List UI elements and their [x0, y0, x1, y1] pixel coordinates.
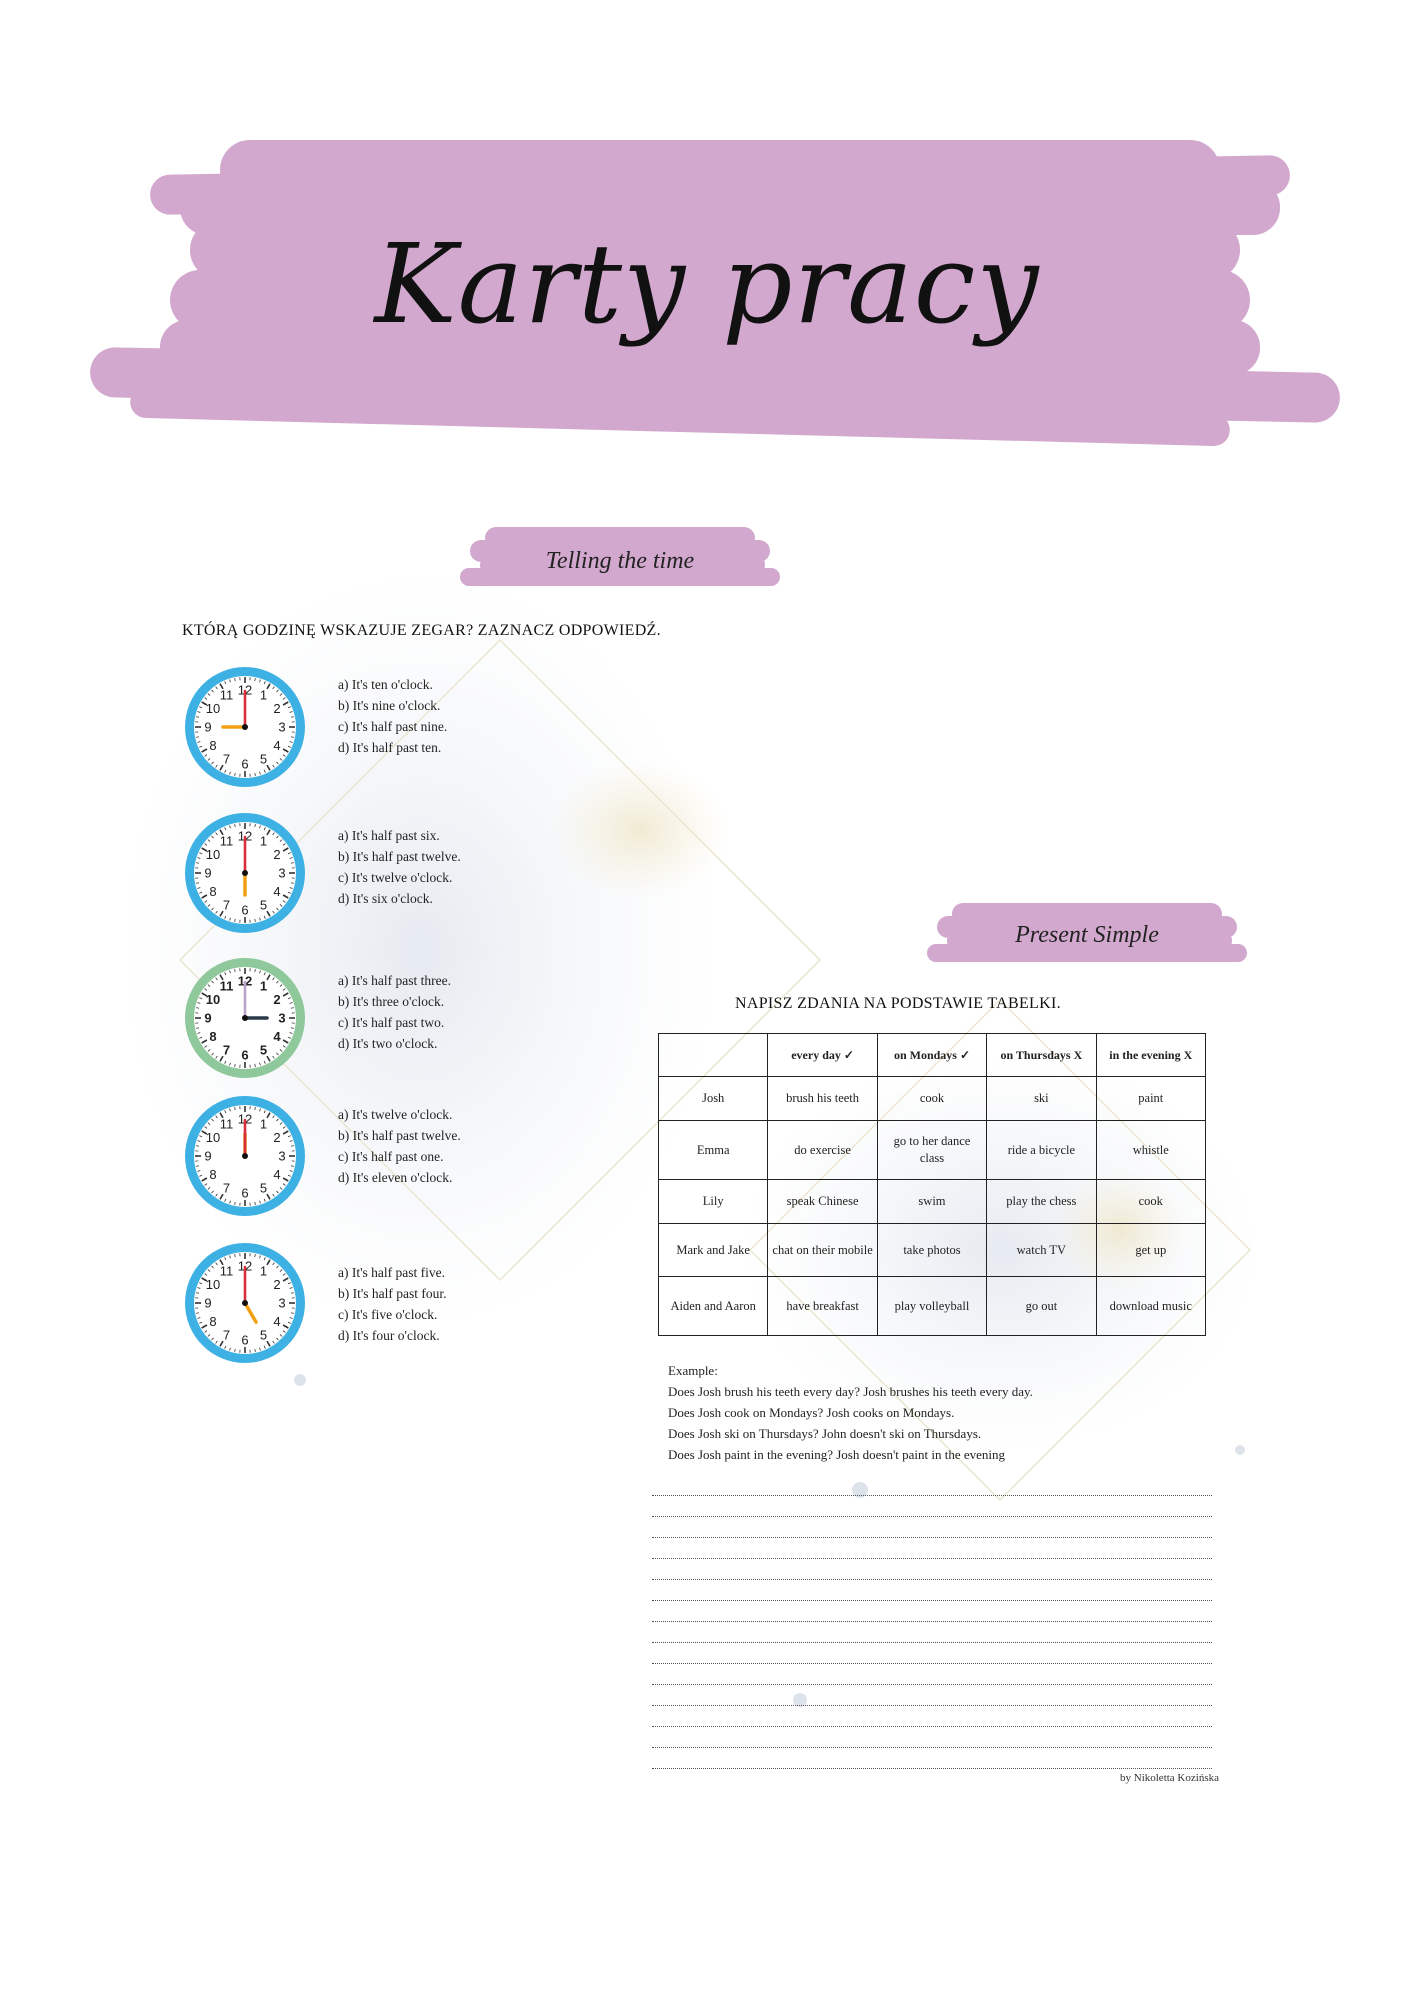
table-cell: watch TV	[987, 1224, 1096, 1277]
clock-numeral: 10	[205, 847, 221, 862]
clock-numeral: 3	[278, 1148, 286, 1164]
clock-numeral: 10	[205, 1130, 221, 1145]
table-cell: take photos	[877, 1224, 986, 1277]
clock-numeral: 10	[205, 701, 221, 716]
clock-numeral: 6	[241, 1047, 249, 1063]
clock-numeral: 4	[273, 1167, 281, 1182]
table-cell: paint	[1096, 1077, 1205, 1121]
clock-numeral: 7	[222, 1180, 231, 1196]
clock-numeral: 5	[259, 751, 268, 767]
clock-numeral: 7	[222, 1327, 231, 1343]
table-row	[659, 1277, 1206, 1336]
clock-numeral: 12	[237, 828, 253, 844]
answer-line[interactable]	[652, 1579, 1212, 1580]
clock-numeral: 6	[241, 756, 249, 772]
table-cell: Mark and Jake	[659, 1224, 768, 1277]
clock-numeral: 11	[219, 687, 234, 703]
clock-icon	[182, 810, 308, 936]
table-cell: play volleyball	[877, 1277, 986, 1336]
answer-line[interactable]	[652, 1705, 1212, 1706]
table-cell: ride a bicycle	[987, 1121, 1096, 1180]
table-cell: do exercise	[768, 1121, 877, 1180]
present-simple-instruction: NAPISZ ZDANIA NA PODSTAWIE TABELKI.	[735, 995, 1061, 1012]
option-d[interactable]: d) It's half past ten.	[338, 740, 442, 755]
table-row	[659, 1077, 1206, 1121]
example-line: Does Josh paint in the evening? Josh doesn't paint in the evening	[668, 1447, 1006, 1462]
table-cell: Emma	[659, 1121, 768, 1180]
clock-numeral: 4	[273, 884, 281, 899]
clock-numeral: 8	[209, 1167, 217, 1182]
clock-numeral: 12	[237, 973, 253, 989]
clock-numeral: 9	[204, 1010, 212, 1026]
table-cell: speak Chinese	[768, 1180, 877, 1224]
clock-numeral: 11	[219, 978, 234, 994]
example-line: Does Josh brush his teeth every day? Josh brushes his teeth every day.	[668, 1384, 1033, 1399]
clock-numeral: 12	[237, 682, 253, 698]
option-c[interactable]: c) It's half past one.	[338, 1149, 444, 1164]
clock-numeral: 2	[273, 701, 281, 716]
clock-numeral: 9	[204, 1148, 212, 1164]
clock-numeral: 1	[259, 1263, 268, 1279]
table-header: in the evening X	[1096, 1034, 1205, 1077]
table-row	[659, 1224, 1206, 1277]
answer-line[interactable]	[652, 1747, 1212, 1748]
option-c[interactable]: c) It's half past nine.	[338, 719, 448, 734]
option-b[interactable]: b) It's half past four.	[338, 1286, 447, 1301]
clock-numeral: 8	[209, 738, 217, 753]
answer-line[interactable]	[652, 1495, 1212, 1496]
page-title: Karty pracy	[374, 220, 1040, 348]
option-a[interactable]: a) It's half past six.	[338, 828, 440, 843]
answer-line[interactable]	[652, 1537, 1212, 1538]
present-simple-title: Present Simple	[1015, 922, 1159, 948]
clock-numeral: 3	[278, 719, 286, 735]
table-cell: have breakfast	[768, 1277, 877, 1336]
answer-line[interactable]	[652, 1558, 1212, 1559]
option-d[interactable]: d) It's four o'clock.	[338, 1328, 440, 1343]
example-line: Does Josh ski on Thursdays? John doesn't ski on Thursdays.	[668, 1426, 982, 1441]
answer-line[interactable]	[652, 1726, 1212, 1727]
clock-numeral: 6	[241, 1185, 249, 1201]
option-c[interactable]: c) It's five o'clock.	[338, 1307, 438, 1322]
option-c[interactable]: c) It's half past two.	[338, 1015, 445, 1030]
clock-numeral: 3	[278, 1295, 286, 1311]
clock-icon	[182, 955, 308, 1081]
clock-numeral: 11	[219, 1116, 234, 1132]
table-cell: cook	[1096, 1180, 1205, 1224]
answer-options	[338, 674, 447, 758]
clock-numeral: 4	[273, 738, 281, 753]
table-cell: Josh	[659, 1077, 768, 1121]
table-cell: chat on their mobile	[768, 1224, 877, 1277]
table-header: on Mondays ✓	[877, 1034, 986, 1077]
answer-options	[338, 1262, 447, 1346]
table-cell: play the chess	[987, 1180, 1096, 1224]
answer-options	[338, 1104, 461, 1188]
table-header-row	[659, 1034, 1206, 1077]
clock-numeral: 9	[204, 865, 212, 881]
answer-options	[338, 825, 461, 909]
clock-numeral: 8	[209, 884, 217, 899]
table-header: on Thursdays X	[987, 1034, 1096, 1077]
option-a[interactable]: a) It's ten o'clock.	[338, 677, 433, 692]
clock-numeral: 12	[237, 1111, 253, 1127]
clock-numeral: 1	[259, 833, 268, 849]
option-a[interactable]: a) It's twelve o'clock.	[338, 1107, 453, 1122]
clock-numeral: 8	[209, 1314, 217, 1329]
option-c[interactable]: c) It's twelve o'clock.	[338, 870, 453, 885]
table-cell: go to her dance class	[877, 1121, 986, 1180]
clock-icon	[182, 1240, 308, 1366]
clock-numeral: 2	[273, 992, 281, 1007]
clock-icon	[182, 664, 308, 790]
clock-numeral: 7	[222, 1042, 231, 1058]
clock-numeral: 10	[205, 992, 221, 1007]
clock-numeral: 1	[259, 687, 268, 703]
clock-numeral: 5	[259, 1180, 268, 1196]
table-row	[659, 1180, 1206, 1224]
telling-time-title: Telling the time	[545, 548, 695, 574]
clock-numeral: 3	[278, 1010, 286, 1026]
clock-numeral: 6	[241, 902, 249, 918]
option-b[interactable]: b) It's three o'clock.	[338, 994, 445, 1009]
table-cell: get up	[1096, 1224, 1205, 1277]
clock-numeral: 1	[259, 978, 268, 994]
table-cell: go out	[987, 1277, 1096, 1336]
option-b[interactable]: b) It's half past twelve.	[338, 1128, 461, 1143]
option-d[interactable]: d) It's eleven o'clock.	[338, 1170, 453, 1185]
option-d[interactable]: d) It's two o'clock.	[338, 1036, 438, 1051]
clock-numeral: 5	[259, 1042, 268, 1058]
clock-numeral: 7	[222, 751, 231, 767]
clock-numeral: 5	[259, 897, 268, 913]
clock-numeral: 12	[237, 1258, 253, 1274]
table-header	[659, 1034, 768, 1077]
clock-numeral: 11	[219, 833, 234, 849]
table-cell: cook	[877, 1077, 986, 1121]
example-label: Example:	[668, 1363, 718, 1378]
answer-line[interactable]	[652, 1768, 1212, 1769]
example-line: Does Josh cook on Mondays? Josh cooks on Mondays.	[668, 1405, 955, 1420]
answer-line[interactable]	[652, 1600, 1212, 1601]
answer-line[interactable]	[652, 1663, 1212, 1664]
answer-line[interactable]	[652, 1621, 1212, 1622]
clock-numeral: 5	[259, 1327, 268, 1343]
example-block	[668, 1360, 1033, 1465]
option-a[interactable]: a) It's half past three.	[338, 973, 452, 988]
clock-numeral: 2	[273, 1130, 281, 1145]
clock-numeral: 6	[241, 1332, 249, 1348]
clock-numeral: 2	[273, 1277, 281, 1292]
table-row	[659, 1121, 1206, 1180]
answer-line[interactable]	[652, 1516, 1212, 1517]
clock-numeral: 2	[273, 847, 281, 862]
present-simple-table	[658, 1033, 1206, 1336]
author-credit: by Nikoletta Kozińska	[1120, 1772, 1219, 1784]
option-a[interactable]: a) It's half past five.	[338, 1265, 446, 1280]
table-cell: brush his teeth	[768, 1077, 877, 1121]
answer-options	[338, 970, 451, 1054]
clock-numeral: 4	[273, 1314, 281, 1329]
table-cell: ski	[987, 1077, 1096, 1121]
clock-numeral: 8	[209, 1029, 217, 1044]
clock-numeral: 4	[273, 1029, 281, 1044]
answer-line[interactable]	[652, 1642, 1212, 1643]
clock-numeral: 9	[204, 1295, 212, 1311]
table-cell: Aiden and Aaron	[659, 1277, 768, 1336]
clock-numeral: 9	[204, 719, 212, 735]
clock-numeral: 1	[259, 1116, 268, 1132]
clock-numeral: 7	[222, 897, 231, 913]
table-header: every day ✓	[768, 1034, 877, 1077]
clock-numeral: 10	[205, 1277, 221, 1292]
telling-time-instruction: KTÓRĄ GODZINĘ WSKAZUJE ZEGAR? ZAZNACZ ODPOWIEDŹ.	[182, 622, 661, 639]
table-cell: Lily	[659, 1180, 768, 1224]
table-cell: download music	[1096, 1277, 1205, 1336]
option-b[interactable]: b) It's half past twelve.	[338, 849, 461, 864]
table-cell: swim	[877, 1180, 986, 1224]
clock-icon	[182, 1093, 308, 1219]
option-b[interactable]: b) It's nine o'clock.	[338, 698, 441, 713]
answer-line[interactable]	[652, 1684, 1212, 1685]
clock-numeral: 11	[219, 1263, 234, 1279]
option-d[interactable]: d) It's six o'clock.	[338, 891, 433, 906]
clock-numeral: 3	[278, 865, 286, 881]
table-cell: whistle	[1096, 1121, 1205, 1180]
